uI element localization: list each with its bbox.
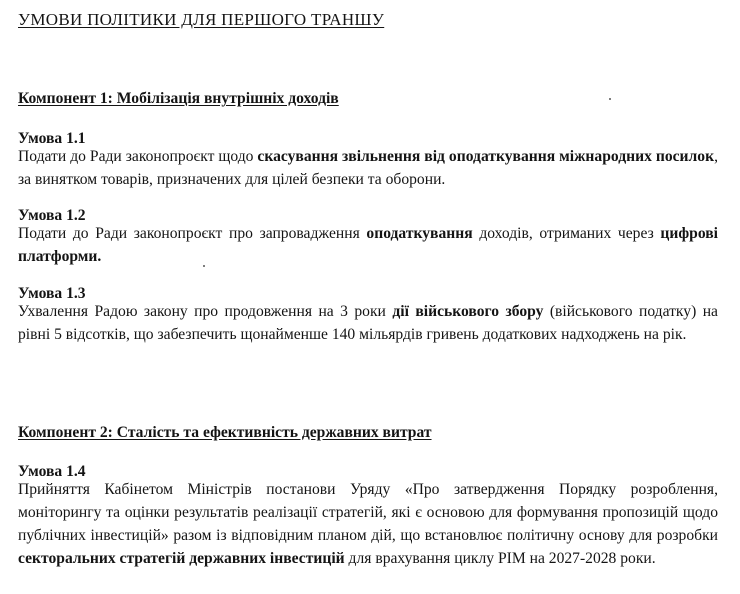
scan-speck bbox=[609, 98, 611, 100]
condition-1-2-label: Умова 1.2 bbox=[18, 207, 86, 224]
body-text: Подати до Ради законопроєкт про запровадження bbox=[18, 225, 367, 242]
body-text: для врахування циклу PIM на 2027-2028 роки. bbox=[344, 550, 656, 567]
emphasized-text: оподаткування bbox=[366, 225, 473, 242]
condition-1-4-label: Умова 1.4 bbox=[18, 463, 86, 480]
document-title: УМОВИ ПОЛІТИКИ ДЛЯ ПЕРШОГО ТРАНШУ bbox=[18, 10, 385, 29]
body-text: , за винятком товарів, призначених для цілей безпеки та оборони. bbox=[18, 148, 718, 188]
emphasized-text: дії військового збору bbox=[392, 303, 544, 320]
body-text: (військового податку) на рівні 5 відсотків, що забезпечить щонайменше 140 мільярдів гривень додаткових надходжень на рік. bbox=[18, 303, 718, 343]
condition-1-2-text bbox=[18, 222, 718, 268]
body-text: Прийняття Кабінетом Міністрів постанови Уряду «Про затвердження Порядку розроблення, моніторингу та оцінки результатів реалізації стратегій, які є основою для формування пропозицій щодо публічних інвестицій» разом із відповідним планом дій, що встановлює політичну основу для розробки bbox=[18, 481, 718, 544]
body-text: Подати до Ради законопроєкт щодо bbox=[18, 148, 258, 165]
body-text: Ухвалення Радою закону про продовження на 3 роки bbox=[18, 303, 393, 320]
component-2-heading: Компонент 2: Сталість та ефективність державних витрат bbox=[18, 424, 432, 441]
emphasized-text: скасування звільнення від оподаткування міжнародних посилок bbox=[257, 148, 715, 165]
condition-1-3-label: Умова 1.3 bbox=[18, 285, 86, 302]
emphasized-text: цифрові платформи. bbox=[18, 225, 718, 265]
condition-1-3-text bbox=[18, 300, 718, 346]
body-text: доходів, отриманих через bbox=[472, 225, 661, 242]
condition-1-1-text bbox=[18, 145, 718, 191]
component-1-heading: Компонент 1: Мобілізація внутрішніх доходів bbox=[18, 90, 339, 107]
condition-1-4-text bbox=[18, 478, 718, 570]
emphasized-text: секторальних стратегій державних інвестицій bbox=[18, 550, 345, 567]
scan-speck bbox=[203, 265, 205, 267]
condition-1-1-label: Умова 1.1 bbox=[18, 130, 86, 147]
